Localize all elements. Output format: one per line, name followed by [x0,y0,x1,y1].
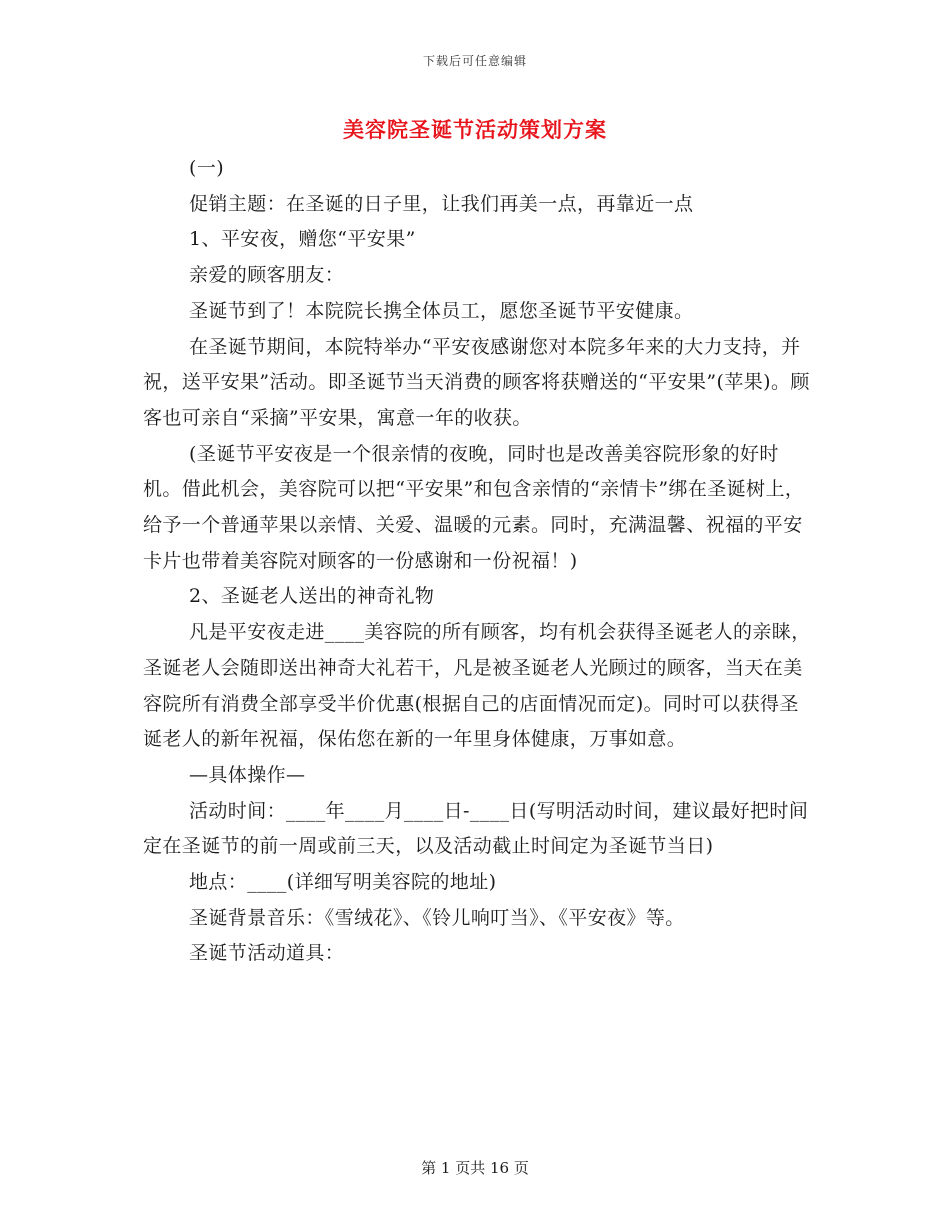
header-note: 下载后可任意编辑 [422,54,527,68]
promo-theme: 促销主题：在圣诞的日子里，让我们再美一点，再靠近一点 [189,192,694,215]
greeting-paragraph: 圣诞节到了！本院院长携全体员工，愿您圣诞节平安健康。 [189,299,694,322]
salutation: 亲爱的顾客朋友： [189,264,345,287]
background-music: 圣诞背景音乐：《雪绒花》、《铃儿响叮当》、《平安夜》等。 [189,906,685,929]
event-description: 在圣诞节期间，本院特举办“平安夜感谢您对本院多年来的大力支持，并祝，送平安果”活动。即圣诞节当天消费的顾客将获赠送的“平安果”(苹果)。顾客也可亲自“采摘”平安果，寓意一年的收获。 [143,335,810,429]
section-heading: (一) [189,157,225,179]
document-title: 美容院圣诞节活动策划方案 [343,117,607,142]
operation-heading: —具体操作— [189,763,306,786]
event-note: (圣诞节平安夜是一个很亲情的夜晚，同时也是改善美容院形象的好时机。借此机会，美容院可以把“平安果”和包含亲情的“亲情卡”绑在圣诞树上，给予一个普通苹果以亲情、关爱、温暖的元素。同时，充满温馨、祝福的平安卡片也带着美容院对顾客的一份感谢和一份祝福！) [143,442,805,572]
event-time: 活动时间：____年____月____日-____日(写明活动时间，建议最好把时间定在圣诞节的前一周或前三天，以及活动截止时间定为圣诞节当日) [143,799,809,858]
page-footer: 第 1 页共 16 页 [421,1159,529,1177]
document-body [143,151,813,972]
santa-gift-paragraph: 凡是平安夜走进____美容院的所有顾客，均有机会获得圣诞老人的亲睐，圣诞老人会随即送出神奇大礼若干，凡是被圣诞老人光顾过的顾客，当天在美容院所有消费全部享受半价优惠(根据自己的店面情况而定)。同时可以获得圣诞老人的新年祝福，保佑您在新的一年里身体健康，万事如意。 [143,621,811,751]
item-heading-2: 2、圣诞老人送出的神奇礼物 [189,585,435,608]
event-props: 圣诞节活动道具： [189,942,345,965]
item-heading-1: 1、平安夜，赠您“平安果” [189,228,416,251]
event-location: 地点：____(详细写明美容院的地址) [189,871,497,894]
